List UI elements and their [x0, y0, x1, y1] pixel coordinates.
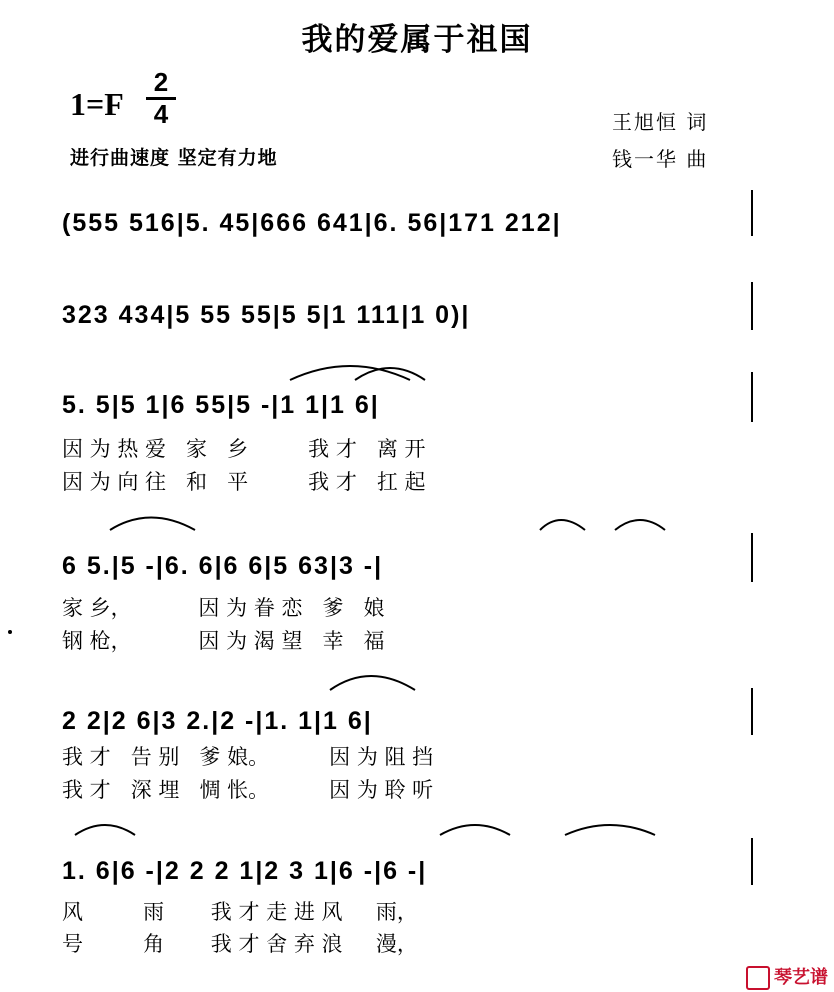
tempo-marking: 进行曲速度 坚定有力地: [70, 147, 278, 169]
key-signature: 1=F: [70, 86, 124, 122]
logo-icon: [746, 966, 770, 990]
watermark-text: 琴艺谱: [774, 967, 828, 988]
slur: [565, 825, 655, 835]
watermark-logo: [746, 963, 828, 990]
notation-line-1: (555 516|5. 45|666 641|6. 56|171 212|: [62, 209, 562, 237]
notation-line-4: 6 5.|5 -|6. 6|6 6|5 63|3 -|: [62, 552, 384, 580]
lyrics-6a: 风 雨 我 才 走 进 风 雨，: [62, 900, 418, 924]
lyrics-6b: 号 角 我 才 舍 弃 浪 漫，: [62, 932, 418, 956]
slur: [440, 825, 510, 835]
slur: [355, 368, 425, 380]
song-title: 我的爱属于祖国: [301, 22, 533, 58]
lyrics-4a: 家 乡， 因 为 眷 恋 爹 娘: [62, 596, 385, 620]
notation-line-2: 323 434|5 55 55|5 5|1 111|1 0)|: [62, 301, 471, 329]
slur: [615, 520, 665, 530]
notation-line-5: 2 2|2 6|3 2.|2 -|1. 1|1 6|: [62, 707, 373, 735]
notation-line-3: 5. 5|5 1|6 55|5 -|1 1|1 6|: [62, 391, 380, 419]
slur: [540, 520, 585, 530]
margin-dot: [8, 630, 12, 634]
lyricist-credit: 王旭恒 词: [612, 110, 709, 134]
slur: [75, 825, 135, 835]
lyrics-3b: 因 为 向 往 和 平 我 才 扛 起: [62, 470, 426, 494]
composer-credit: 钱一华 曲: [612, 147, 709, 171]
lyrics-4b: 钢 枪， 因 为 渴 望 幸 福: [62, 629, 385, 653]
notation-line-6: 1. 6|6 -|2 2 2 1|2 3 1|6 -|6 -|: [62, 857, 428, 885]
lyrics-3a: 因 为 热 爱 家 乡 我 才 离 开: [62, 437, 426, 461]
lyrics-5b: 我 才 深 埋 惆 怅。 因 为 聆 听: [62, 778, 434, 802]
lyrics-5a: 我 才 告 别 爹 娘。 因 为 阻 挡: [62, 745, 434, 769]
time-top: 2: [153, 67, 169, 97]
time-bottom: 4: [153, 99, 169, 129]
slur: [110, 518, 195, 531]
slur: [330, 676, 415, 690]
